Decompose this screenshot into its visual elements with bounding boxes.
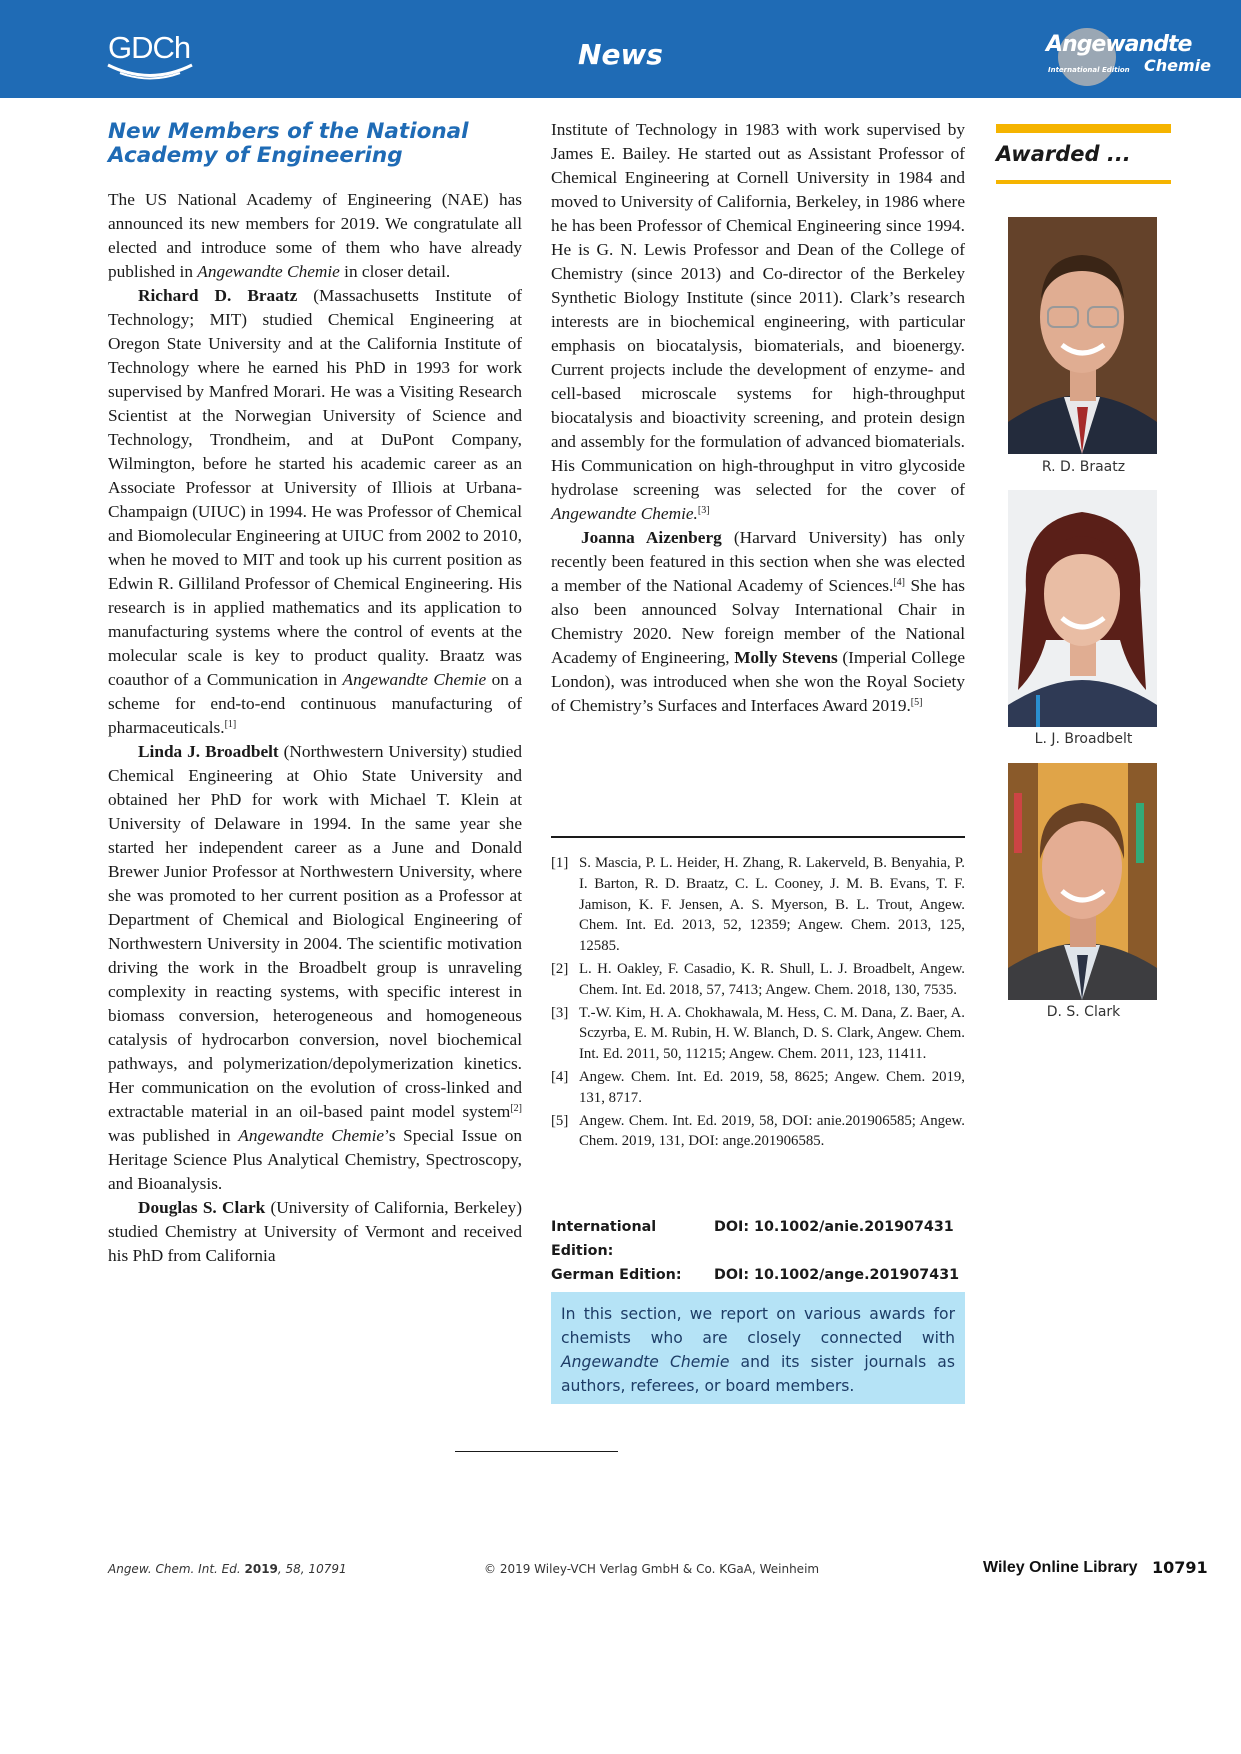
broadbelt-name: Linda J. Broadbelt [138,742,279,761]
article-column-2 [551,118,965,718]
doi-german-label: German Edition: [551,1267,682,1283]
footer-citation: Angew. Chem. Int. Ed. 2019, 58, 10791 [108,1562,347,1576]
caption-braatz: R. D. Braatz [1041,459,1126,475]
awarded-bottom-bar [996,180,1171,184]
reference-item: [5] Angew. Chem. Int. Ed. 2019, 58, DOI: anie.201906585; Angew. Chem. 2019, 131, DOI: ange.201906585. [551,1112,965,1150]
ref-link-5[interactable]: [5] [910,697,923,708]
ref-link-1[interactable]: [1] [224,719,237,730]
awarded-top-bar [996,124,1171,133]
footer-copyright: © 2019 Wiley-VCH Verlag GmbH & Co. KGaA, Weinheim [484,1562,820,1576]
section-title: News [578,38,663,71]
reference-item: [1] S. Mascia, P. L. Heider, H. Zhang, R. Lakerveld, B. Benyahia, P. I. Barton, R. D. Braatz, C. L. Cooney, J. M. B. Evans, T. F. Jamison, K. F. Jensen, A. S. Myerson, B. L. Trout, Angew. Chem. Int. Ed. 2013, 52, 12359; Angew. Chem. 2013, 125, 12585. [551,855,965,955]
aizenberg-name: Joanna Aizenberg [581,528,722,547]
intro-paragraph: The US National Academy of Engineering (NAE) has announced its new members for 2019. We congratulate all elected and introduce some of them who have already published in Angewandte Chemie in closer detail. [108,190,522,281]
doi-block [551,1215,959,1287]
references-list [551,853,965,1154]
reference-item: [3] T.-W. Kim, H. A. Chokhawala, M. Hess, C. M. Dana, Z. Baer, A. Sczyrba, E. M. Rubin, H. W. Blanch, D. S. Clark, Angew. Chem. Int. Ed. 2011, 50, 11215; Angew. Chem. 2011, 123, 11411. [551,1004,965,1063]
end-divider [455,1451,618,1452]
portrait-broadbelt [1008,490,1157,727]
clark-paragraph-continued: Institute of Technology in 1983 with work supervised by James E. Bailey. He started out as Assistant Professor of Chemical Engineering at Cornell University in 1984 and moved to University of California, Berkeley, in 1986 where he has been Professor of Chemical Engineering since 1994. He is G. N. Lewis Professor and Dean of the College of Chemistry (since 2013) and Co-director of the Berkeley Synthetic Biology Institute (since 2011). Clark’s research interests are in biochemical engineering, with particular emphasis on biocatalysis, biomaterials, and bioenergy. Current projects include the development of enzyme- and cell-based microscale systems for high-throughput biocatalysis and bioactivity screening, and protein design and assembly for the formulation of advanced biomaterials. His Communication on high-throughput in vitro glycoside hydrolase screening was selected for the cover of Angewandte Chemie.[3] [551,120,965,523]
angewandte-logo-chemie: Chemie [1144,56,1211,75]
references-divider [551,836,965,838]
aizenberg-paragraph: Joanna Aizenberg (Harvard University) has only recently been featured in this section when she was elected a member of the National Academy of Sciences.[4] She has also been announced Solvay International Chair in Chemistry 2020. New foreign member of the National Academy of Engineering, Molly Stevens (Imperial College London), was introduced when she won the Royal Society of Chemistry’s Surfaces and Interfaces Award 2019.[5] [551,528,965,715]
broadbelt-paragraph: Linda J. Broadbelt (Northwestern University) studied Chemical Engineering at Ohio State University and obtained her PhD for work with Michael T. Klein at University of Delaware in 1994. In the same year she started her independent career as a June and Donald Brewer Junior Professor at Northwestern University, where she was promoted to her current position as a Professor at Department of Chemical and Biological Engineering of Northwestern University in 2004. The scientific motivation driving the work in the Broadbelt group is unraveling complexity in reacting systems, with specific interest in biomass conversion, heterogeneous and homogeneous catalysis of hydrocarbon conversion, novel biochemical pathways, and polymerization/depolymerization kinetics. Her communication on the evolution of cross-linked and extractable material in an oil-based paint model system[2] was published in Angewandte Chemie’s Special Issue on Heritage Science Plus Analytical Chemistry, Spectroscopy, and Bioanalysis. [108,742,523,1193]
gdch-logo: GDCh [108,30,191,65]
reference-item: [4] Angew. Chem. Int. Ed. 2019, 58, 8625; Angew. Chem. 2019, 131, 8717. [551,1068,965,1106]
page-header [0,0,1241,98]
braatz-name: Richard D. Braatz [138,286,298,305]
portrait-clark [1008,763,1157,1000]
wiley-online-library-link[interactable]: Wiley Online Library [983,1559,1138,1576]
portrait-braatz [1008,217,1157,454]
article-title: New Members of the National Academy of Engineering [108,119,469,168]
article-column-1 [108,120,522,1268]
ref-link-4[interactable]: [4] [893,577,906,588]
angewandte-logo-title: Angewandte [1046,32,1192,57]
ref-link-2[interactable]: [2] [510,1103,522,1114]
ref-link-3[interactable]: [3] [697,505,710,516]
section-info-box: In this section, we report on various awards for chemists who are closely connected with Angewandte Chemie and its sister journals as authors, referees, or board members. [551,1292,965,1404]
clark-paragraph: Douglas S. Clark (University of California, Berkeley) studied Chemistry at University of Vermont and received his PhD from California [108,1198,522,1265]
caption-broadbelt: L. J. Broadbelt [1034,731,1133,747]
caption-clark: D. S. Clark [1046,1004,1121,1020]
angewandte-logo-edition: International Edition [1048,66,1130,74]
clark-name: Douglas S. Clark [138,1198,266,1217]
braatz-paragraph: Richard D. Braatz (Massachusetts Institute of Technology; MIT) studied Chemical Engineering at Oregon State University and at the California Institute of Technology where he earned his PhD in 1993 for work supervised by Manfred Morari. He was a Visiting Research Scientist at the Norwegian University of Science and Technology, Trondheim, and at DuPont Company, Wilmington, before he started his academic career as an Associate Professor at University of Illiois at Urbana-Champaign (UIUC) in 1994. He was Professor of Chemical and Biomolecular Engineering at UIUC from 2002 to 2010, when he moved to MIT and took up his current position as Edwin R. Gilliland Professor of Chemical Engineering. His research is in applied mathematics and its application to manufacturing systems where the control of events at the molecular scale is key to product quality. Braatz was coauthor of a Communication in Angewandte Chemie on a scheme for end-to-end continuous manufacturing of pharmaceuticals.[1] [108,286,522,737]
doi-intl-link[interactable]: DOI: 10.1002/anie.201907431 [714,1219,954,1235]
page-number: 10791 [1152,1558,1208,1577]
doi-intl-label: International Edition: [551,1219,657,1259]
doi-german-link[interactable]: DOI: 10.1002/ange.201907431 [714,1267,960,1283]
reference-item: [2] L. H. Oakley, F. Casadio, K. R. Shull, L. J. Broadbelt, Angew. Chem. Int. Ed. 2018, 57, 7413; Angew. Chem. 2018, 130, 7535. [551,960,965,998]
stevens-name: Molly Stevens [734,648,838,667]
awarded-title: Awarded ... [996,142,1131,166]
